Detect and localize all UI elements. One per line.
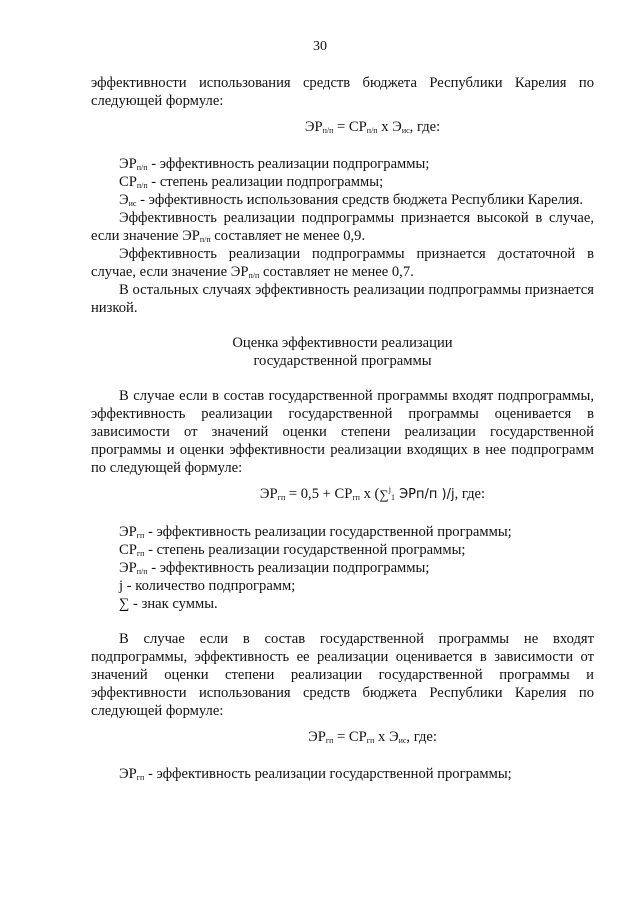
- intro-line-1: эффективности использования средств бюджета Республики Карелия по: [91, 75, 594, 91]
- definition-er-pp: $ЭР_{п/п}$ - эффективность реализации подпрограммы;: [119, 156, 430, 172]
- intro-line-2: следующей формуле:: [91, 93, 224, 109]
- formula-subprogram-efficiency: $ЭР_{п/п} = СР_{п/п}$ x $Э_{ис}$, где:: [304, 119, 441, 135]
- paragraph-sufficient-efficiency: Эффективность реализации подпрограммы признается достаточной в случае, если значение $ЭР_{п/п}$ составляет не менее 0,7.: [91, 246, 594, 280]
- section-heading-line-1: Оценка эффективности реализации: [232, 335, 453, 351]
- definition-sr-pp: $СР_{п/п}$ - степень реализации подпрограммы;: [119, 174, 384, 190]
- section-heading-line-2: государственной программы: [253, 353, 432, 369]
- formula-state-program-no-sub: $ЭР_{гп} = СР_{гп}$ x $Э_{ис}$, где:: [308, 729, 437, 745]
- paragraph-high-efficiency: Эффективность реализации подпрограммы признается высокой в случае, если значение $ЭР_{п/п}$ составляет не менее 0,9.: [91, 210, 594, 244]
- paragraph-no-subprograms: В случае если в состав государственной программы не входят подпрограммы, эффективность ее реализации оценивается в зависимости от значений оценки степени реализации государственной программы и эффективности использования средств бюджета Республики Карелия по следующей формуле:: [91, 631, 594, 719]
- definition-j: j - количество подпрограмм;: [119, 578, 296, 594]
- page-number: 30: [313, 39, 327, 54]
- definition-er-pp-2: $ЭР_{п/п}$ - эффективность реализации подпрограммы;: [119, 560, 430, 576]
- definition-e-is: $Э_{ис}$ - эффективность использования средств бюджета Республики Карелия.: [119, 192, 584, 208]
- document-body: [91, 74, 594, 783]
- formula-state-program-efficiency: $ЭР_{гп} = 0,5 + СР_{гп}$ x (∑$^j_1$ ЭРп/п )/j, где:: [259, 485, 486, 502]
- definition-sr-gp: $СР_{гп}$ - степень реализации государственной программы;: [119, 542, 466, 558]
- definition-er-gp: $ЭР_{гп}$ - эффективность реализации государственной программы;: [119, 524, 512, 540]
- definition-sigma: ∑ - знак суммы.: [119, 596, 218, 612]
- paragraph-state-program: В случае если в состав государственной программы входят подпрограммы, эффективность реализации государственной программы оценивается в зависимости от значений оценки степени реализации государственной программы и оценки эффективности реализации входящих в нее подпрограмм по следующей формуле:: [91, 388, 594, 476]
- definition-er-gp-last: $ЭР_{гп}$ - эффективность реализации государственной программы;: [119, 766, 512, 782]
- sigma-symbol: ∑: [379, 487, 389, 502]
- paragraph-low-efficiency: В остальных случаях эффективность реализации подпрограммы признается низкой.: [91, 282, 594, 316]
